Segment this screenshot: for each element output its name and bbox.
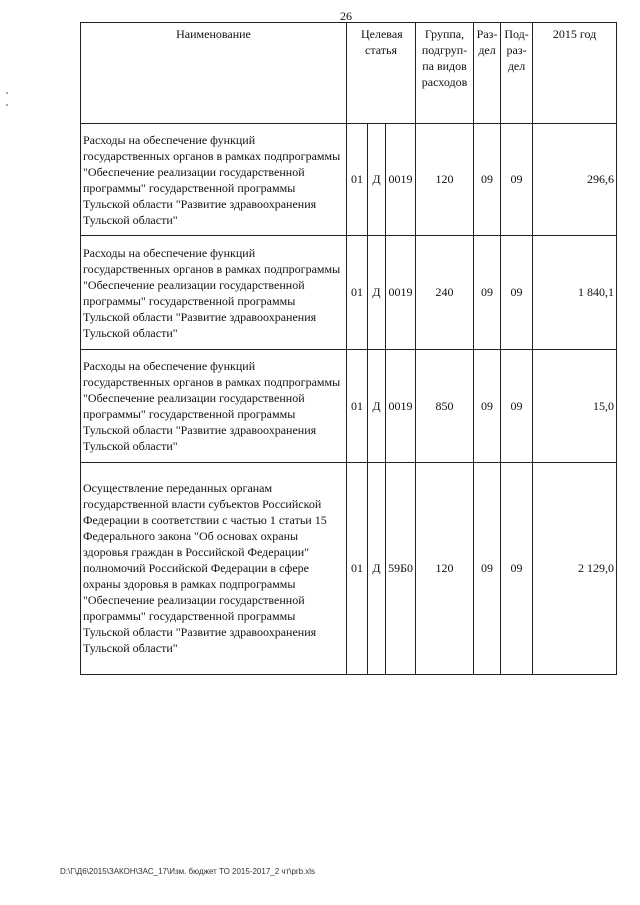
table-header-row xyxy=(81,23,617,124)
header-group: Группа, подгруп- па видов расходов xyxy=(416,23,474,124)
row-group: 240 xyxy=(416,236,474,350)
row-subsection: 09 xyxy=(501,236,533,350)
row-group: 120 xyxy=(416,124,474,236)
row-program: 01 xyxy=(347,350,368,462)
row-subprogram: Д xyxy=(368,462,386,674)
header-section: Раз- дел xyxy=(474,23,501,124)
header-year: 2015 год xyxy=(533,23,617,124)
table-row xyxy=(81,124,617,236)
row-program: 01 xyxy=(347,236,368,350)
row-section: 09 xyxy=(474,350,501,462)
row-group: 120 xyxy=(416,462,474,674)
row-subprogram: Д xyxy=(368,236,386,350)
row-name: Расходы на обеспечение функций государственных органов в рамках подпрограммы "Обеспечение реализации государственной программы" государственной программы Тульской области "Развитие здравоохранения Тульской области" xyxy=(81,124,347,236)
table-row xyxy=(81,350,617,462)
row-direction: 0019 xyxy=(386,350,416,462)
row-subprogram: Д xyxy=(368,350,386,462)
scan-speck xyxy=(6,92,8,94)
page-number: 26 xyxy=(340,9,352,23)
row-subsection: 09 xyxy=(501,462,533,674)
row-section: 09 xyxy=(474,462,501,674)
table-row xyxy=(81,462,617,674)
row-section: 09 xyxy=(474,236,501,350)
scan-speck xyxy=(6,104,8,106)
row-direction: 0019 xyxy=(386,236,416,350)
header-name: Наименование xyxy=(81,23,347,124)
row-name: Осуществление переданных органам государственной власти субъектов Российской Федерации в соответствии с частью 1 статьи 15 Федерального закона "Об основах охраны здоровья граждан в Российской Федерации" полномочий Российской Федерации в сфере охраны здоровья в рамках подпрограммы "Обеспечение реализации государственной программы" государственной программы Тульской области "Развитие здравоохранения Тульской области" xyxy=(81,462,347,674)
budget-table xyxy=(80,22,617,675)
row-amount: 2 129,0 xyxy=(533,462,617,674)
row-name: Расходы на обеспечение функций государственных органов в рамках подпрограммы "Обеспечение реализации государственной программы" государственной программы Тульской области "Развитие здравоохранения Тульской области" xyxy=(81,236,347,350)
row-program: 01 xyxy=(347,462,368,674)
table-row xyxy=(81,236,617,350)
row-subsection: 09 xyxy=(501,124,533,236)
row-direction: 59Б0 xyxy=(386,462,416,674)
row-section: 09 xyxy=(474,124,501,236)
row-amount: 1 840,1 xyxy=(533,236,617,350)
header-target-item: Целевая статья xyxy=(347,23,416,124)
row-amount: 15,0 xyxy=(533,350,617,462)
row-name: Расходы на обеспечение функций государственных органов в рамках подпрограммы "Обеспечение реализации государственной программы" государственной программы Тульской области "Развитие здравоохранения Тульской области" xyxy=(81,350,347,462)
row-subprogram: Д xyxy=(368,124,386,236)
row-program: 01 xyxy=(347,124,368,236)
header-subsection: Под- раз- дел xyxy=(501,23,533,124)
row-amount: 296,6 xyxy=(533,124,617,236)
row-group: 850 xyxy=(416,350,474,462)
footer-file-path: D:\Г\Д6\2015\ЗАКОН\ЗАС_17\Изм. бюджет ТО 2015-2017_2 чт\prb.xls xyxy=(60,867,316,876)
row-direction: 0019 xyxy=(386,124,416,236)
row-subsection: 09 xyxy=(501,350,533,462)
